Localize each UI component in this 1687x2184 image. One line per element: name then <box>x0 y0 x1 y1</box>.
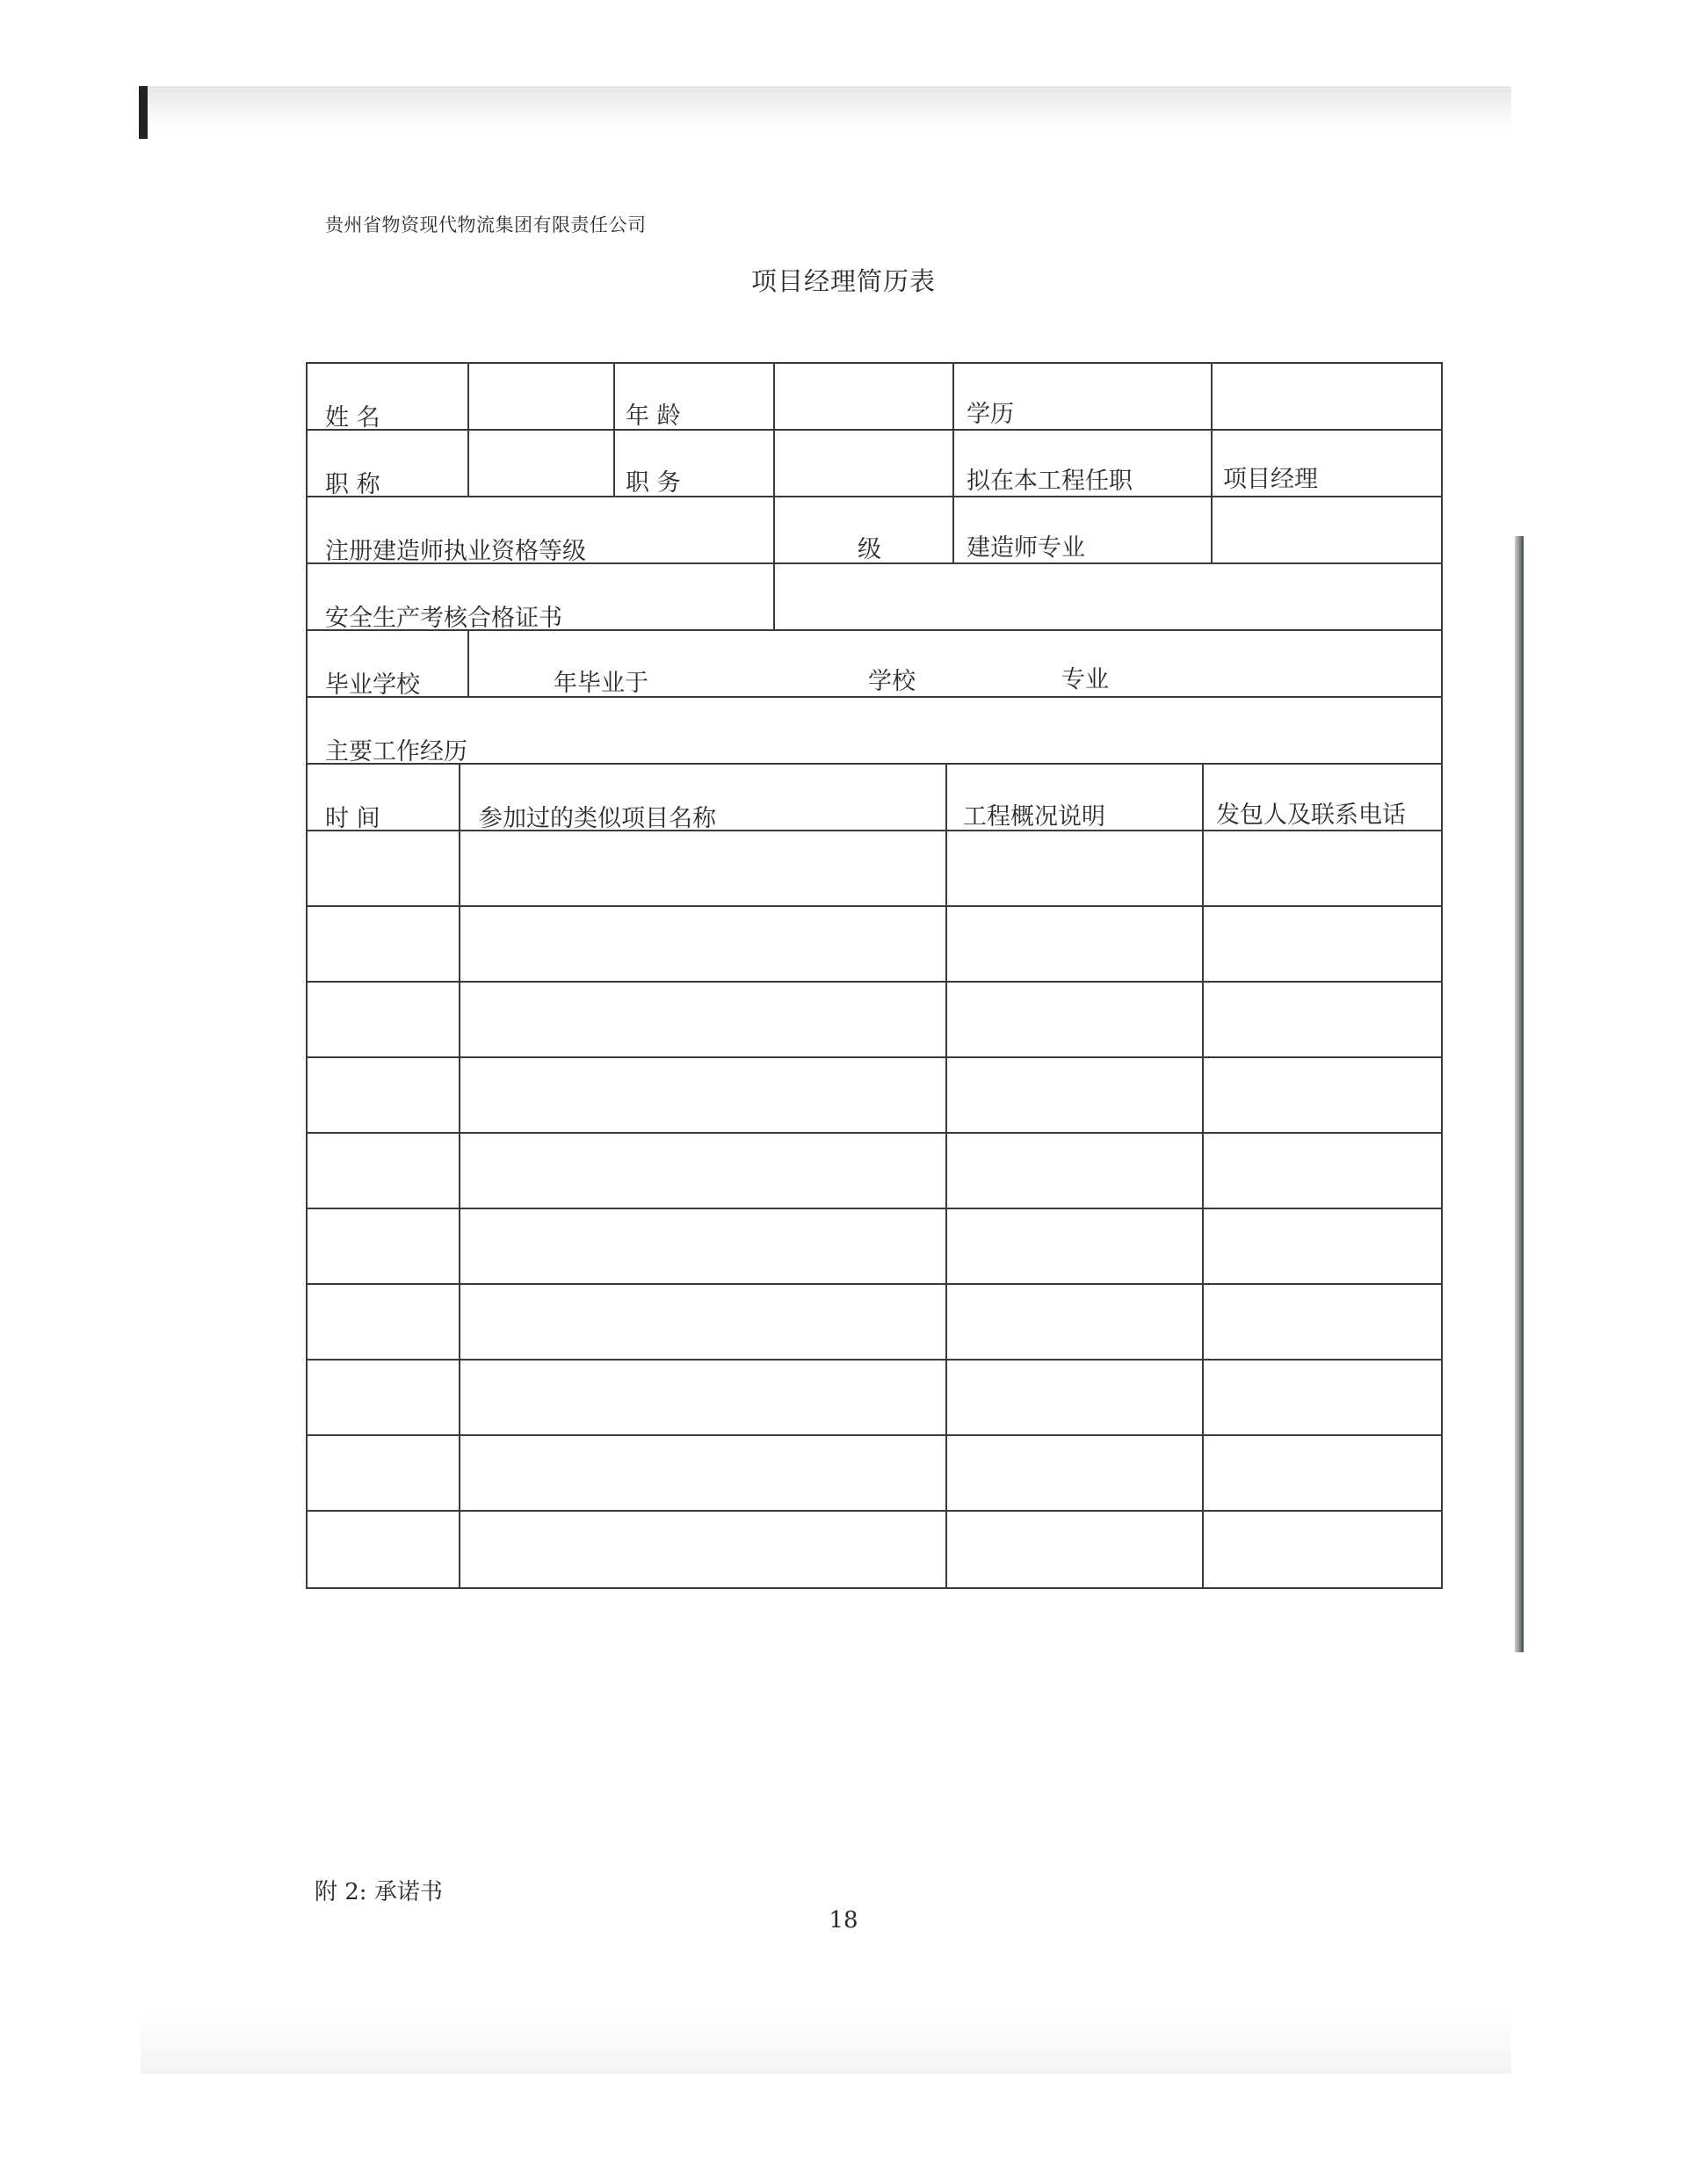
row-divider <box>306 1359 1443 1360</box>
text-school: 学校 <box>868 668 916 695</box>
scan-shadow-top <box>141 86 1511 128</box>
row-divider <box>306 981 1443 983</box>
label-education: 学历 <box>967 401 1014 428</box>
label-position: 职 务 <box>626 469 681 497</box>
label-grade-suffix: 级 <box>858 536 881 563</box>
column-divider <box>952 362 954 562</box>
label-professional-title: 职 称 <box>325 471 380 498</box>
page-number: 18 <box>829 1907 858 1934</box>
column-divider <box>613 362 615 496</box>
label-constructor-specialty: 建造师专业 <box>967 534 1085 562</box>
row-divider <box>306 696 1443 698</box>
row-divider <box>306 1283 1443 1285</box>
label-name: 姓 名 <box>325 404 380 432</box>
scan-edge-left <box>139 86 148 139</box>
attachment-note: 附 2: 承诺书 <box>315 1879 443 1905</box>
text-major: 专业 <box>1061 666 1109 693</box>
label-age: 年 龄 <box>626 403 681 430</box>
row-divider <box>306 1056 1443 1058</box>
column-divider <box>945 763 947 1589</box>
row-divider <box>306 1132 1443 1134</box>
scan-shadow-bottom <box>141 2013 1511 2074</box>
column-divider <box>459 763 460 1589</box>
row-divider <box>306 905 1443 907</box>
row-divider <box>306 496 1443 497</box>
form-title: 项目经理简历表 <box>750 266 936 296</box>
row-divider <box>306 1208 1443 1209</box>
company-name: 贵州省物资现代物流集团有限责任公司 <box>325 214 647 236</box>
column-divider <box>1202 763 1204 1589</box>
column-divider <box>467 629 469 696</box>
row-divider <box>306 830 1443 831</box>
label-proposed-role: 拟在本工程任职 <box>967 468 1133 495</box>
label-safety-certificate: 安全生产考核合格证书 <box>325 605 562 632</box>
label-work-experience: 主要工作经历 <box>325 738 467 765</box>
row-divider <box>306 1510 1443 1512</box>
column-header-project-overview: 工程概况说明 <box>963 803 1105 831</box>
label-constructor-grade: 注册建造师执业资格等级 <box>325 538 586 565</box>
column-divider <box>773 362 775 629</box>
text-graduation-year: 年毕业于 <box>554 670 648 697</box>
value-proposed-role: 项目经理 <box>1223 466 1318 493</box>
row-divider <box>306 1434 1443 1436</box>
column-divider <box>1211 362 1213 562</box>
row-divider <box>306 763 1443 765</box>
label-graduation-school: 毕业学校 <box>325 671 420 699</box>
column-header-project-name: 参加过的类似项目名称 <box>479 805 716 832</box>
column-header-time: 时 间 <box>325 805 380 832</box>
row-divider <box>306 429 1443 431</box>
column-header-client-contact: 发包人及联系电话 <box>1216 802 1406 829</box>
scan-edge-right <box>1515 536 1524 1652</box>
column-divider <box>467 362 469 496</box>
